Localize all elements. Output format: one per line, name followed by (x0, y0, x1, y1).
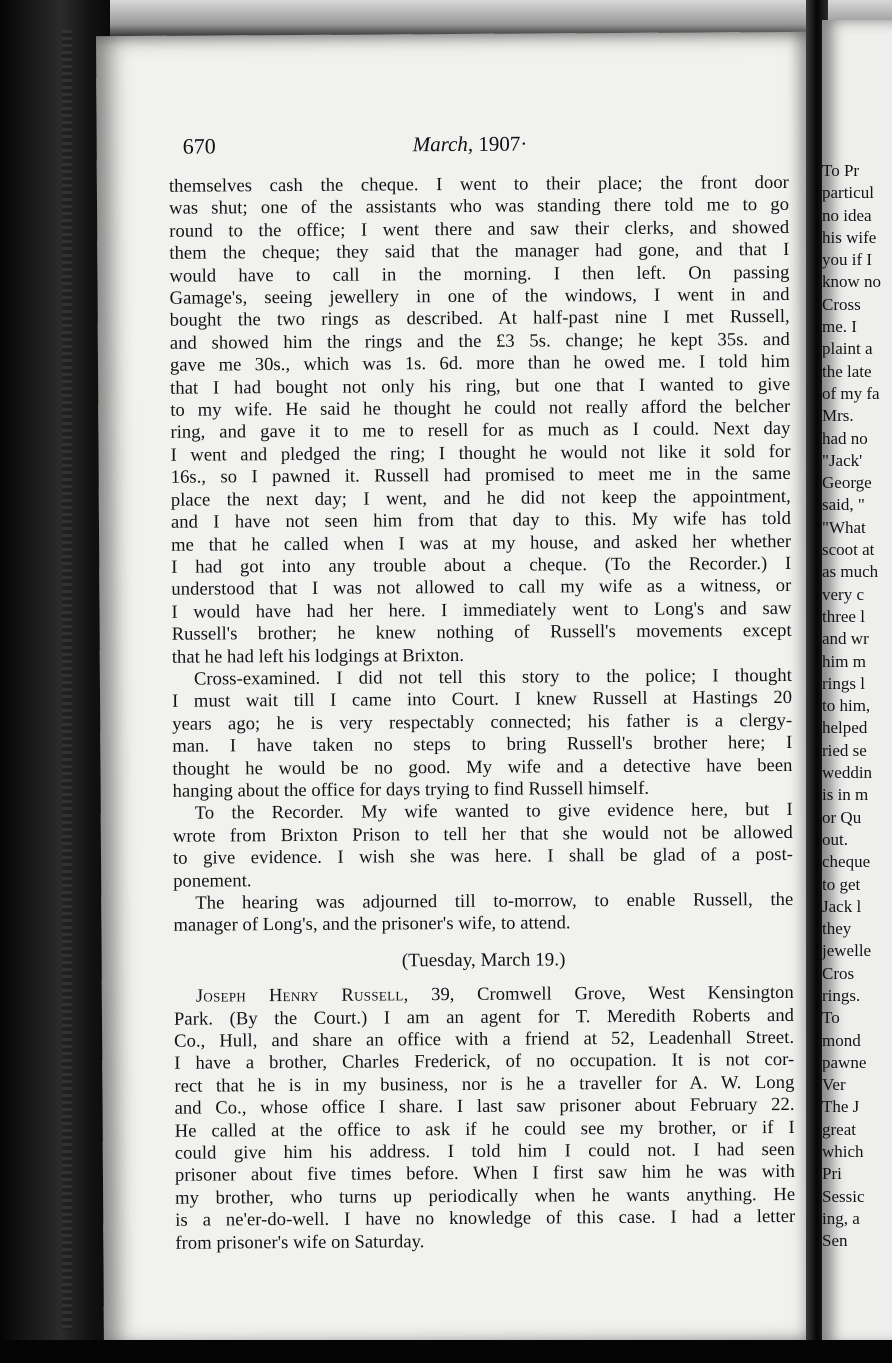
text-line: themselves cash the cheque. I went to their place; the front door (168, 171, 789, 197)
text-line: I would have had her here. I immediately went to Long's and saw (171, 597, 792, 623)
text-line: Co., Hull, and share an office with a friend at 52, Leadenhall Street. (174, 1026, 795, 1052)
text-line: years ago; he is very respectably connected; his father is a clergy- (172, 709, 793, 735)
right-page-line: To (822, 1008, 840, 1028)
right-page-line: "What (822, 517, 866, 537)
right-page-line: ing, a (822, 1208, 860, 1228)
text-line: thought he would be no good. My wife and a detective have been (172, 754, 793, 780)
text-line: understood that I was not allowed to call my wife as a witness, or (171, 575, 792, 601)
right-page-line: his wife (822, 227, 877, 247)
right-page-line: ried se (822, 740, 867, 760)
right-page-line: The J (822, 1097, 860, 1117)
right-page-fragments (822, 160, 892, 1253)
right-page-line: Mrs. (822, 406, 854, 426)
paragraph-russell-testimony (174, 982, 796, 1255)
right-page-line: him m (822, 651, 866, 671)
text-line: I went and pledged the ring; I thought he would not like it sold for (170, 440, 791, 466)
text-line: ring, and gave it to me to resell for as much as I could. Next day (170, 418, 791, 444)
right-page-line: and wr (822, 629, 869, 649)
right-page-line: pawne (822, 1052, 867, 1072)
right-page-line: me. I (822, 317, 857, 337)
text-line: To the Recorder. My wife wanted to give evidence here, but I (194, 799, 793, 824)
text-line: ponement. (173, 869, 252, 892)
right-page-line: rings. (822, 985, 861, 1005)
right-page-line: the late (822, 361, 872, 381)
body-text (169, 172, 796, 1255)
right-page-line: to him, (822, 696, 871, 716)
right-page-line: To Pr (822, 161, 860, 180)
text-line: could give him his address. I told him I could not. I had seen (174, 1139, 795, 1164)
text-line: bought the two rings as described. At half-past nine I met Russell, (169, 306, 790, 332)
right-page-line: scoot at (822, 540, 875, 560)
right-page-line: Cross (822, 294, 861, 314)
right-page-line: "Jack' (822, 450, 863, 470)
page-header (183, 130, 783, 166)
right-page-line: George (822, 473, 872, 493)
right-page-line: is in m (822, 785, 869, 805)
right-page-line: very c (822, 584, 865, 604)
paragraph-testimony (169, 172, 792, 669)
text-line: Russell's brother; he knew nothing of Russell's movements except (171, 620, 792, 645)
right-page-edge (822, 20, 892, 1345)
right-page-line: Jack l (822, 896, 862, 916)
witness-line (174, 982, 794, 1008)
right-page-line: weddin (822, 763, 873, 783)
text-line: my brother, who turns up periodically when he wants anything. He (175, 1183, 796, 1209)
text-line: Park. (By the Court.) I am an agent for T. Meredith Roberts and (173, 1004, 795, 1030)
date-subheading: (Tuesday, March 19.) (401, 949, 566, 972)
text-line: He called at the office to ask if he could see my brother, or if I (174, 1116, 795, 1142)
text-line: I have a brother, Charles Frederick, of no occupation. It is not cor- (174, 1049, 795, 1075)
running-head-year: 1907· (478, 131, 528, 156)
right-page-line: or Qu (822, 807, 862, 827)
running-head (413, 132, 528, 158)
right-page-line: Sen (822, 1231, 848, 1251)
right-page-line: helped (822, 718, 868, 738)
text-line: I must wait till I came into Court. I knew Russell at Hastings 20 (172, 687, 793, 713)
right-page-line: no idea (822, 205, 872, 225)
right-page-line: they (822, 919, 852, 939)
right-page-line: Ver (822, 1075, 846, 1095)
right-page-line: cheque (822, 852, 871, 872)
text-line: 16s., so I pawned it. Russell had promised to meet me in the same (170, 463, 791, 489)
right-page-line: to get (822, 874, 861, 894)
text-line: place the next day; I went, and he did not keep the appointment, (170, 485, 791, 511)
right-page-line: jewelle (822, 941, 872, 961)
text-line: to my wife. He said he thought he could not really afford the belcher (170, 396, 791, 421)
right-page-line: rings l (822, 673, 865, 693)
paragraph-to-recorder (173, 799, 794, 892)
text-line: to give evidence. I wish she was here. I shall be glad of a post- (172, 844, 794, 869)
right-page-line: know no (822, 272, 882, 292)
right-page-line: particul (822, 183, 874, 203)
right-page-line: out. (822, 829, 848, 849)
running-head-month: March, (412, 131, 474, 157)
text-line: wrote from Brixton Prison to tell her that she would not be allowed (172, 821, 793, 847)
witness-address: 39, Cromwell Grove, West Kensington (408, 982, 794, 1006)
book-bottom-edge (0, 1340, 892, 1363)
paragraph-adjournment (173, 889, 793, 938)
text-line: was shut; one of the assistants who was standing there told me to go (168, 194, 790, 220)
paragraph-cross-examined (172, 665, 793, 803)
text-line: round to the office; I went there and saw their clerks, and showed (169, 216, 790, 242)
text-line: I had got into any trouble about a cheque. (To the Recorder.) I (171, 552, 792, 578)
text-line: hanging about the office for days trying to find Russell himself. (172, 777, 650, 802)
text-line: me that he called when I was at my house, and asked her whether (171, 530, 792, 556)
right-page-line: as much (822, 562, 879, 582)
text-line: rect that he is in my business, nor is he a traveller for A. W. Long (174, 1071, 795, 1097)
left-page (96, 32, 816, 1348)
text-line: is a ne'er-do-well. I have no knowledge of this case. I had a letter (175, 1206, 796, 1232)
text-line: Gamage's, seeing jewellery in one of the windows, I went in and (169, 283, 790, 309)
text-line: gave me 30s., which was 1s. 6d. more than he owed me. I told him (169, 351, 791, 376)
text-line: and I have not seen him from that day to this. My wife has told (170, 508, 792, 533)
right-page-line: had no (822, 428, 868, 448)
right-page-line: mond (822, 1030, 861, 1050)
right-page-line: Pri (822, 1164, 842, 1184)
text-line: man. I have taken no steps to bring Russell's brother here; I (172, 732, 793, 757)
text-line: and Co., whose office I share. I last saw prisoner about February 22. (174, 1094, 795, 1119)
text-line: The hearing was adjourned till to-morrow, to enable Russell, the (195, 888, 794, 914)
text-line: from prisoner's wife on Saturday. (175, 1230, 425, 1254)
page-number: 670 (182, 133, 216, 159)
right-page-line: said, " (822, 495, 865, 515)
book-spine-left (0, 0, 110, 1363)
right-page-line: you if I (822, 250, 873, 270)
right-page-line: great (822, 1119, 856, 1139)
right-page-line: plaint a (822, 339, 873, 359)
text-line: that I had bought not only his ring, but one that I wanted to give (170, 373, 791, 399)
right-page-line: three l (822, 606, 865, 626)
text-line: manager of Long's, and the prisoner's wife, to attend. (173, 912, 571, 937)
witness-name: Joseph Henry Russell, (195, 984, 409, 1007)
right-page-line: Cros (822, 963, 855, 983)
right-page-line: which (822, 1142, 864, 1162)
text-line: Cross-examined. I did not tell this story to the police; I thought (193, 664, 792, 690)
text-line: prisoner about five times before. When I first saw him he was with (174, 1161, 796, 1187)
text-line: and showed him the rings and the £3 5s. change; he kept 35s. and (169, 328, 790, 354)
text-line: that he had left his lodgings at Brixton. (171, 644, 465, 668)
right-page-line: Sessic (822, 1186, 865, 1206)
text-line: them the cheque; they said that the manager had gone, and that I (169, 239, 790, 264)
right-page-line: of my fa (822, 383, 880, 403)
text-line: would have to call in the morning. I then left. On passing (169, 261, 790, 287)
